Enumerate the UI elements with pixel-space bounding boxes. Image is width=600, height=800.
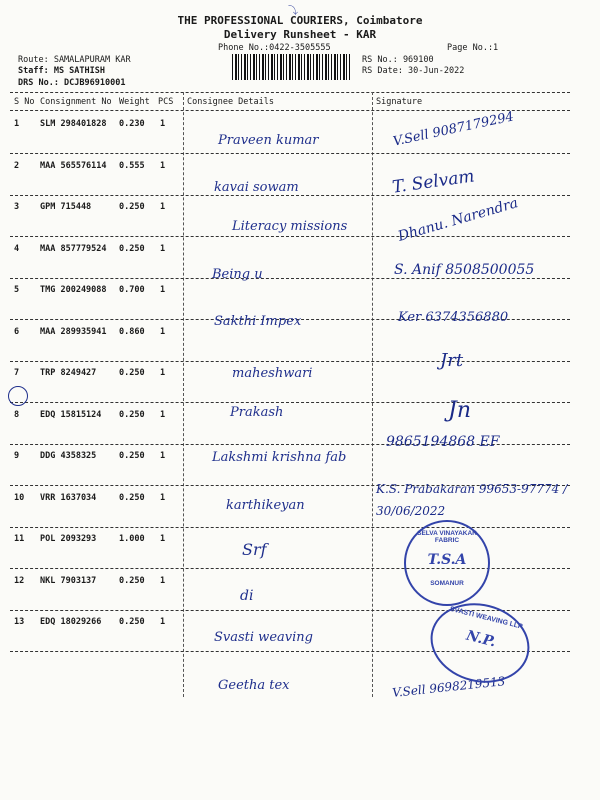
row-sno: 5: [14, 285, 20, 295]
row-divider: [10, 236, 570, 237]
row-divider: [10, 402, 570, 403]
rs-number: RS No.: 969100: [362, 55, 434, 65]
row-divider: [10, 361, 570, 362]
stamp-text: SOMANUR: [430, 580, 464, 587]
row-pcs: 1: [160, 409, 166, 420]
row-consignment: NKL 7903137: [40, 575, 97, 586]
row-sno: 6: [14, 326, 20, 337]
row-sno: 8: [14, 409, 20, 420]
row-pcs: 1: [160, 575, 166, 586]
signature-handwriting: Ker 6374356880: [398, 310, 509, 325]
signature-handwriting: Jrt: [440, 350, 464, 371]
row-consignment: MAA 289935941: [40, 326, 107, 337]
pen-mark-icon: ⤵: [288, 6, 298, 17]
row-sno: 2: [14, 160, 20, 171]
row-weight: 0.250: [119, 492, 145, 503]
row-divider: [10, 153, 570, 154]
column-divider: [372, 92, 373, 697]
row-pcs: 1: [160, 617, 166, 627]
consignee-handwriting: Literacy missions: [232, 219, 348, 234]
company-stamp: [404, 520, 490, 606]
row-weight: 0.860: [119, 326, 145, 337]
row-pcs: 1: [160, 202, 166, 212]
col-sno: S No: [14, 97, 35, 107]
consignee-handwriting: Srf: [242, 540, 267, 559]
consignee-handwriting: Svasti weaving: [214, 630, 313, 645]
col-signature: Signature: [376, 97, 423, 107]
phone-number: Phone No.:0422-3505555: [218, 43, 331, 53]
row-weight: 0.250: [119, 451, 145, 461]
company-name: THE PROFESSIONAL COURIERS, Coimbatore: [177, 14, 423, 27]
signature-handwriting: S. Anif 8508500055: [394, 262, 535, 278]
drs-number: DRS No.: DCJB96910001: [18, 78, 126, 88]
row-consignment: TMG 200249088: [40, 285, 107, 295]
signature-handwriting: V.Sell 9087179294: [391, 109, 516, 150]
header-top-rule: [10, 92, 570, 93]
row-consignment: GPM 715448: [40, 202, 92, 212]
row-pcs: 1: [160, 119, 166, 129]
stamp-text: SVASTI WEAVING LLP: [449, 605, 524, 631]
consignee-handwriting: karthikeyan: [226, 498, 305, 513]
row-sno: 1: [14, 119, 20, 129]
signature-handwriting: Dhanu. Narendra: [396, 195, 520, 245]
row-divider: [10, 527, 570, 528]
row-pcs: 1: [160, 492, 166, 503]
signature-handwriting: V.Sell 9698219513: [391, 674, 506, 700]
row-weight: 0.250: [119, 575, 145, 586]
stamp-signature: T.S.A: [427, 552, 467, 568]
page-number: Page No.:1: [447, 43, 499, 53]
row-sno: 11: [14, 534, 25, 544]
row-weight: 0.700: [119, 285, 145, 295]
consignee-handwriting: Lakshmi krishna fab: [212, 450, 347, 465]
row-consignment: MAA 565576114: [40, 160, 107, 171]
row-pcs: 1: [160, 160, 166, 171]
signature-handwriting: T. Selvam: [391, 166, 476, 198]
row-consignment: POL 2093293: [40, 534, 97, 544]
col-pcs: PCS: [158, 97, 174, 107]
col-weight: Weight: [119, 97, 150, 107]
route: Route: SAMALAPURAM KAR: [18, 55, 131, 65]
row-weight: 0.250: [119, 409, 145, 420]
row-pcs: 1: [160, 451, 166, 461]
consignee-handwriting: Sakthi Impex: [214, 314, 302, 329]
barcode-image: [232, 54, 350, 80]
row-weight: 0.250: [119, 243, 145, 254]
consignee-handwriting: Geetha tex: [218, 678, 290, 693]
row-sno: 7: [14, 368, 20, 378]
row-consignment: TRP 8249427: [40, 368, 97, 378]
row-weight: 0.555: [119, 160, 145, 171]
row-consignment: DDG 4358325: [40, 451, 97, 461]
row-sno: 12: [14, 575, 25, 586]
row-pcs: 1: [160, 243, 166, 254]
circled-row-mark: [8, 386, 28, 406]
rs-date: RS Date: 30-Jun-2022: [362, 66, 465, 76]
row-sno: 10: [14, 492, 25, 503]
row-weight: 0.250: [119, 202, 145, 212]
column-divider: [183, 92, 184, 697]
staff: Staff: MS SATHISH: [18, 66, 105, 76]
consignee-handwriting: Being u: [212, 267, 263, 282]
consignee-handwriting: maheshwari: [232, 366, 313, 381]
row-sno: 4: [14, 243, 20, 254]
row-weight: 1.000: [119, 534, 145, 544]
signature-handwriting: K.S. Prabakaran 99653-97774 / 30/06/2022: [376, 482, 568, 518]
row-weight: 0.250: [119, 617, 145, 627]
row-sno: 13: [14, 617, 25, 627]
signature-handwriting: Jn: [448, 398, 471, 423]
row-weight: 0.230: [119, 119, 145, 129]
row-pcs: 1: [160, 368, 166, 378]
col-consignment: Consignment No: [40, 97, 112, 107]
runsheet-title: Delivery Runsheet - KAR: [223, 28, 377, 41]
consignee-handwriting: Prakash: [230, 405, 284, 420]
row-pcs: 1: [160, 326, 166, 337]
row-consignment: SLM 298401828: [40, 119, 107, 129]
row-pcs: 1: [160, 534, 166, 544]
row-consignment: EDQ 15815124: [40, 409, 102, 420]
stamp-signature: N.P.: [464, 627, 498, 651]
col-consignee: Consignee Details: [187, 97, 274, 107]
company-stamp: [422, 593, 538, 693]
header-bottom-rule: [10, 110, 570, 111]
consignee-handwriting: di: [240, 588, 254, 604]
consignee-handwriting: Praveen kumar: [218, 133, 319, 148]
row-pcs: 1: [160, 285, 166, 295]
row-consignment: EDQ 18029266: [40, 617, 102, 627]
stamp-text: SELVA VINAYAKAR FABRIC: [417, 530, 477, 544]
row-sno: 3: [14, 202, 20, 212]
signature-handwriting: 9865194868 EF: [386, 434, 500, 450]
row-consignment: VRR 1637034: [40, 492, 97, 503]
row-sno: 9: [14, 451, 20, 461]
row-consignment: MAA 857779524: [40, 243, 107, 254]
consignee-handwriting: kavai sowam: [214, 180, 299, 195]
row-weight: 0.250: [119, 368, 145, 378]
